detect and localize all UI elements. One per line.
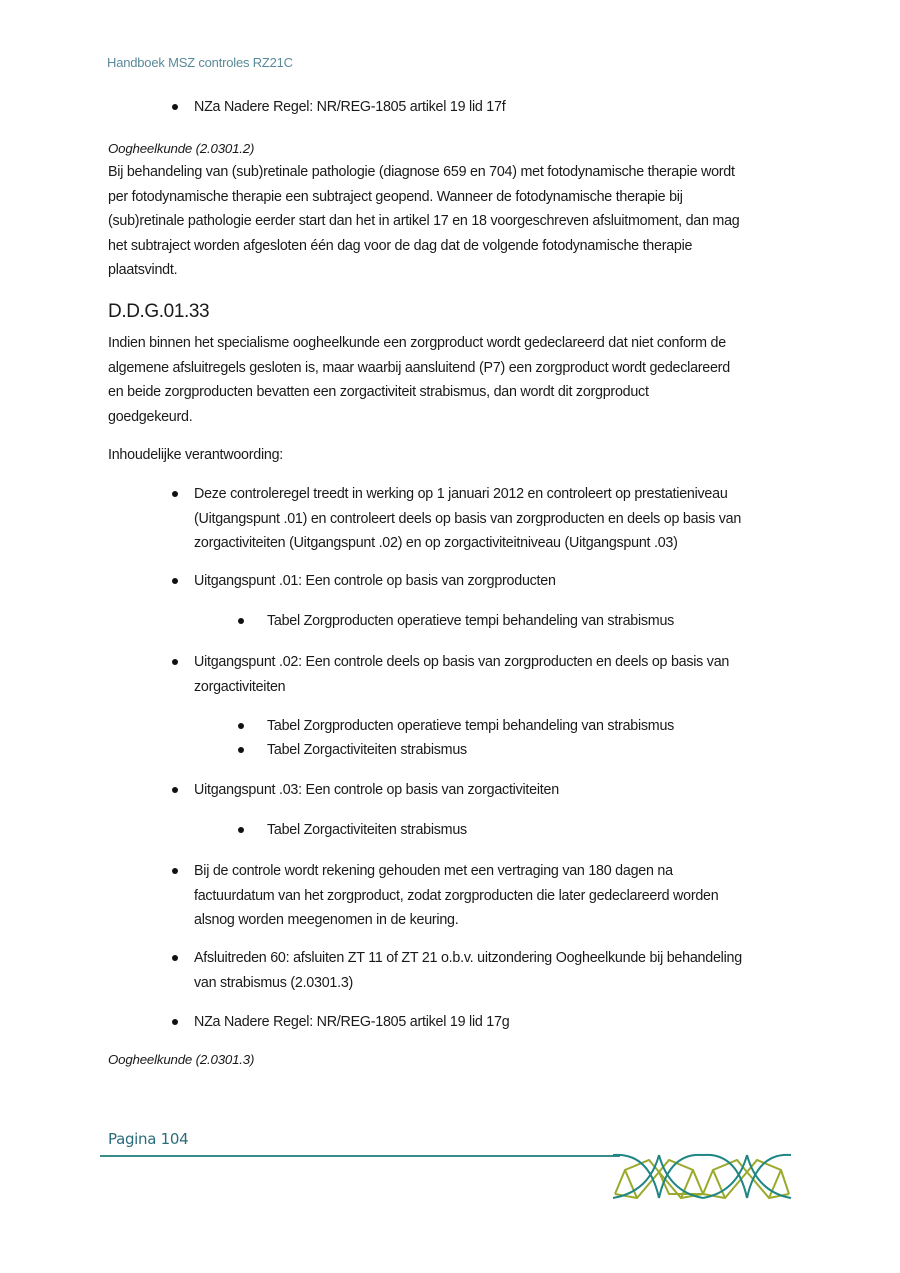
bullet-item (194, 859, 804, 933)
sub-bullet-icon (238, 827, 244, 833)
bullet-icon (172, 104, 178, 110)
bullet-item (194, 946, 804, 995)
running-header: Handboek MSZ controles RZ21C (107, 55, 293, 70)
decorative-interlace-pattern-icon (613, 1152, 793, 1202)
bullet-icon (172, 1019, 178, 1025)
paragraph-line: goedgekeurd. (108, 408, 193, 425)
sub-bullet-icon (238, 747, 244, 753)
sub-bullet-item: Tabel Zorgproducten operatieve tempi behandeling van strabismus (267, 718, 675, 734)
section-subtitle: Oogheelkunde (2.0301.3) (108, 1052, 255, 1067)
paragraph-line: plaatsvindt. (108, 262, 178, 278)
section-1-paragraph (108, 160, 808, 283)
bullet-line: factuurdatum van het zorgproduct, zodat zorgproducten die later gedeclareerd worden (194, 887, 719, 904)
bullet-line: (Uitgangspunt .01) en controleert deels op basis van zorgproducten en deels op basis van (194, 510, 742, 527)
footer-divider (100, 1155, 620, 1157)
bullet-item: Uitgangspunt .01: Een controle op basis van zorgproducten (194, 573, 556, 589)
section-2-paragraph (108, 331, 808, 429)
paragraph-line: Bij behandeling van (sub)retinale pathologie (diagnose 659 en 704) met fotodynamische therapie wordt (108, 164, 735, 180)
bullet-icon (172, 868, 178, 874)
paragraph-line: en beide zorgproducten bevatten een zorgactiviteit strabismus, dan wordt dit zorgproduct (108, 384, 649, 400)
bullet-item: NZa Nadere Regel: NR/REG-1805 artikel 19 lid 17g (194, 1014, 510, 1030)
bullet-line: zorgactiviteiten (194, 678, 286, 695)
sub-bullet-item: Tabel Zorgactiviteiten strabismus (267, 822, 467, 838)
bullet-line: Deze controleregel treedt in werking op 1 januari 2012 en controleert op prestatieniveau (194, 486, 728, 502)
sub-bullet-item: Tabel Zorgactiviteiten strabismus (267, 742, 467, 758)
bullet-line: van strabismus (2.0301.3) (194, 974, 354, 991)
sub-bullet-icon (238, 618, 244, 624)
page-number: Pagina 104 (108, 1130, 189, 1148)
section-subtitle: Oogheelkunde (2.0301.2) (108, 141, 255, 156)
sub-bullet-icon (238, 723, 244, 729)
bullet-icon (172, 955, 178, 961)
paragraph-line: het subtraject worden afgesloten één dag voor de dag dat de volgende fotodynamische therapie (108, 237, 693, 254)
bullet-line: alsnog worden meegenomen in de keuring. (194, 912, 459, 928)
bullet-icon (172, 659, 178, 665)
paragraph-line: per fotodynamische therapie een subtraject geopend. Wanneer de fotodynamische therapie bij (108, 188, 683, 205)
bullet-line: zorgactiviteiten (Uitgangspunt .02) en op zorgactiviteitniveau (Uitgangspunt .03) (194, 535, 678, 551)
bullet-line: Afsluitreden 60: afsluiten ZT 11 of ZT 21 o.b.v. uitzondering Oogheelkunde bij behandeling (194, 950, 742, 966)
paragraph-line: (sub)retinale pathologie eerder start dan het in artikel 17 en 18 voorgeschreven afsluitmoment, dan mag (108, 213, 740, 229)
bullet-icon (172, 491, 178, 497)
bullet-line: Uitgangspunt .02: Een controle deels op basis van zorgproducten en deels op basis van (194, 654, 730, 670)
bullet-item (194, 482, 804, 556)
bullet-item (194, 650, 804, 699)
bullet-line: Bij de controle wordt rekening gehouden met een vertraging van 180 dagen na (194, 863, 673, 879)
sub-bullet-item: Tabel Zorgproducten operatieve tempi behandeling van strabismus (267, 613, 675, 629)
bullet-item: Uitgangspunt .03: Een controle op basis van zorgactiviteiten (194, 782, 559, 798)
top-bullet-text: NZa Nadere Regel: NR/REG-1805 artikel 19 lid 17f (194, 99, 506, 115)
paragraph-line: Indien binnen het specialisme oogheelkunde een zorgproduct wordt gedeclareerd dat niet conform de (108, 335, 726, 351)
bullet-icon (172, 787, 178, 793)
justification-label: Inhoudelijke verantwoording: (108, 447, 284, 463)
bullet-icon (172, 578, 178, 584)
paragraph-line: algemene afsluitregels gesloten is, maar waarbij aansluitend (P7) een zorgproduct wordt gedeclareerd (108, 359, 730, 376)
section-heading: D.D.G.01.33 (108, 301, 210, 322)
